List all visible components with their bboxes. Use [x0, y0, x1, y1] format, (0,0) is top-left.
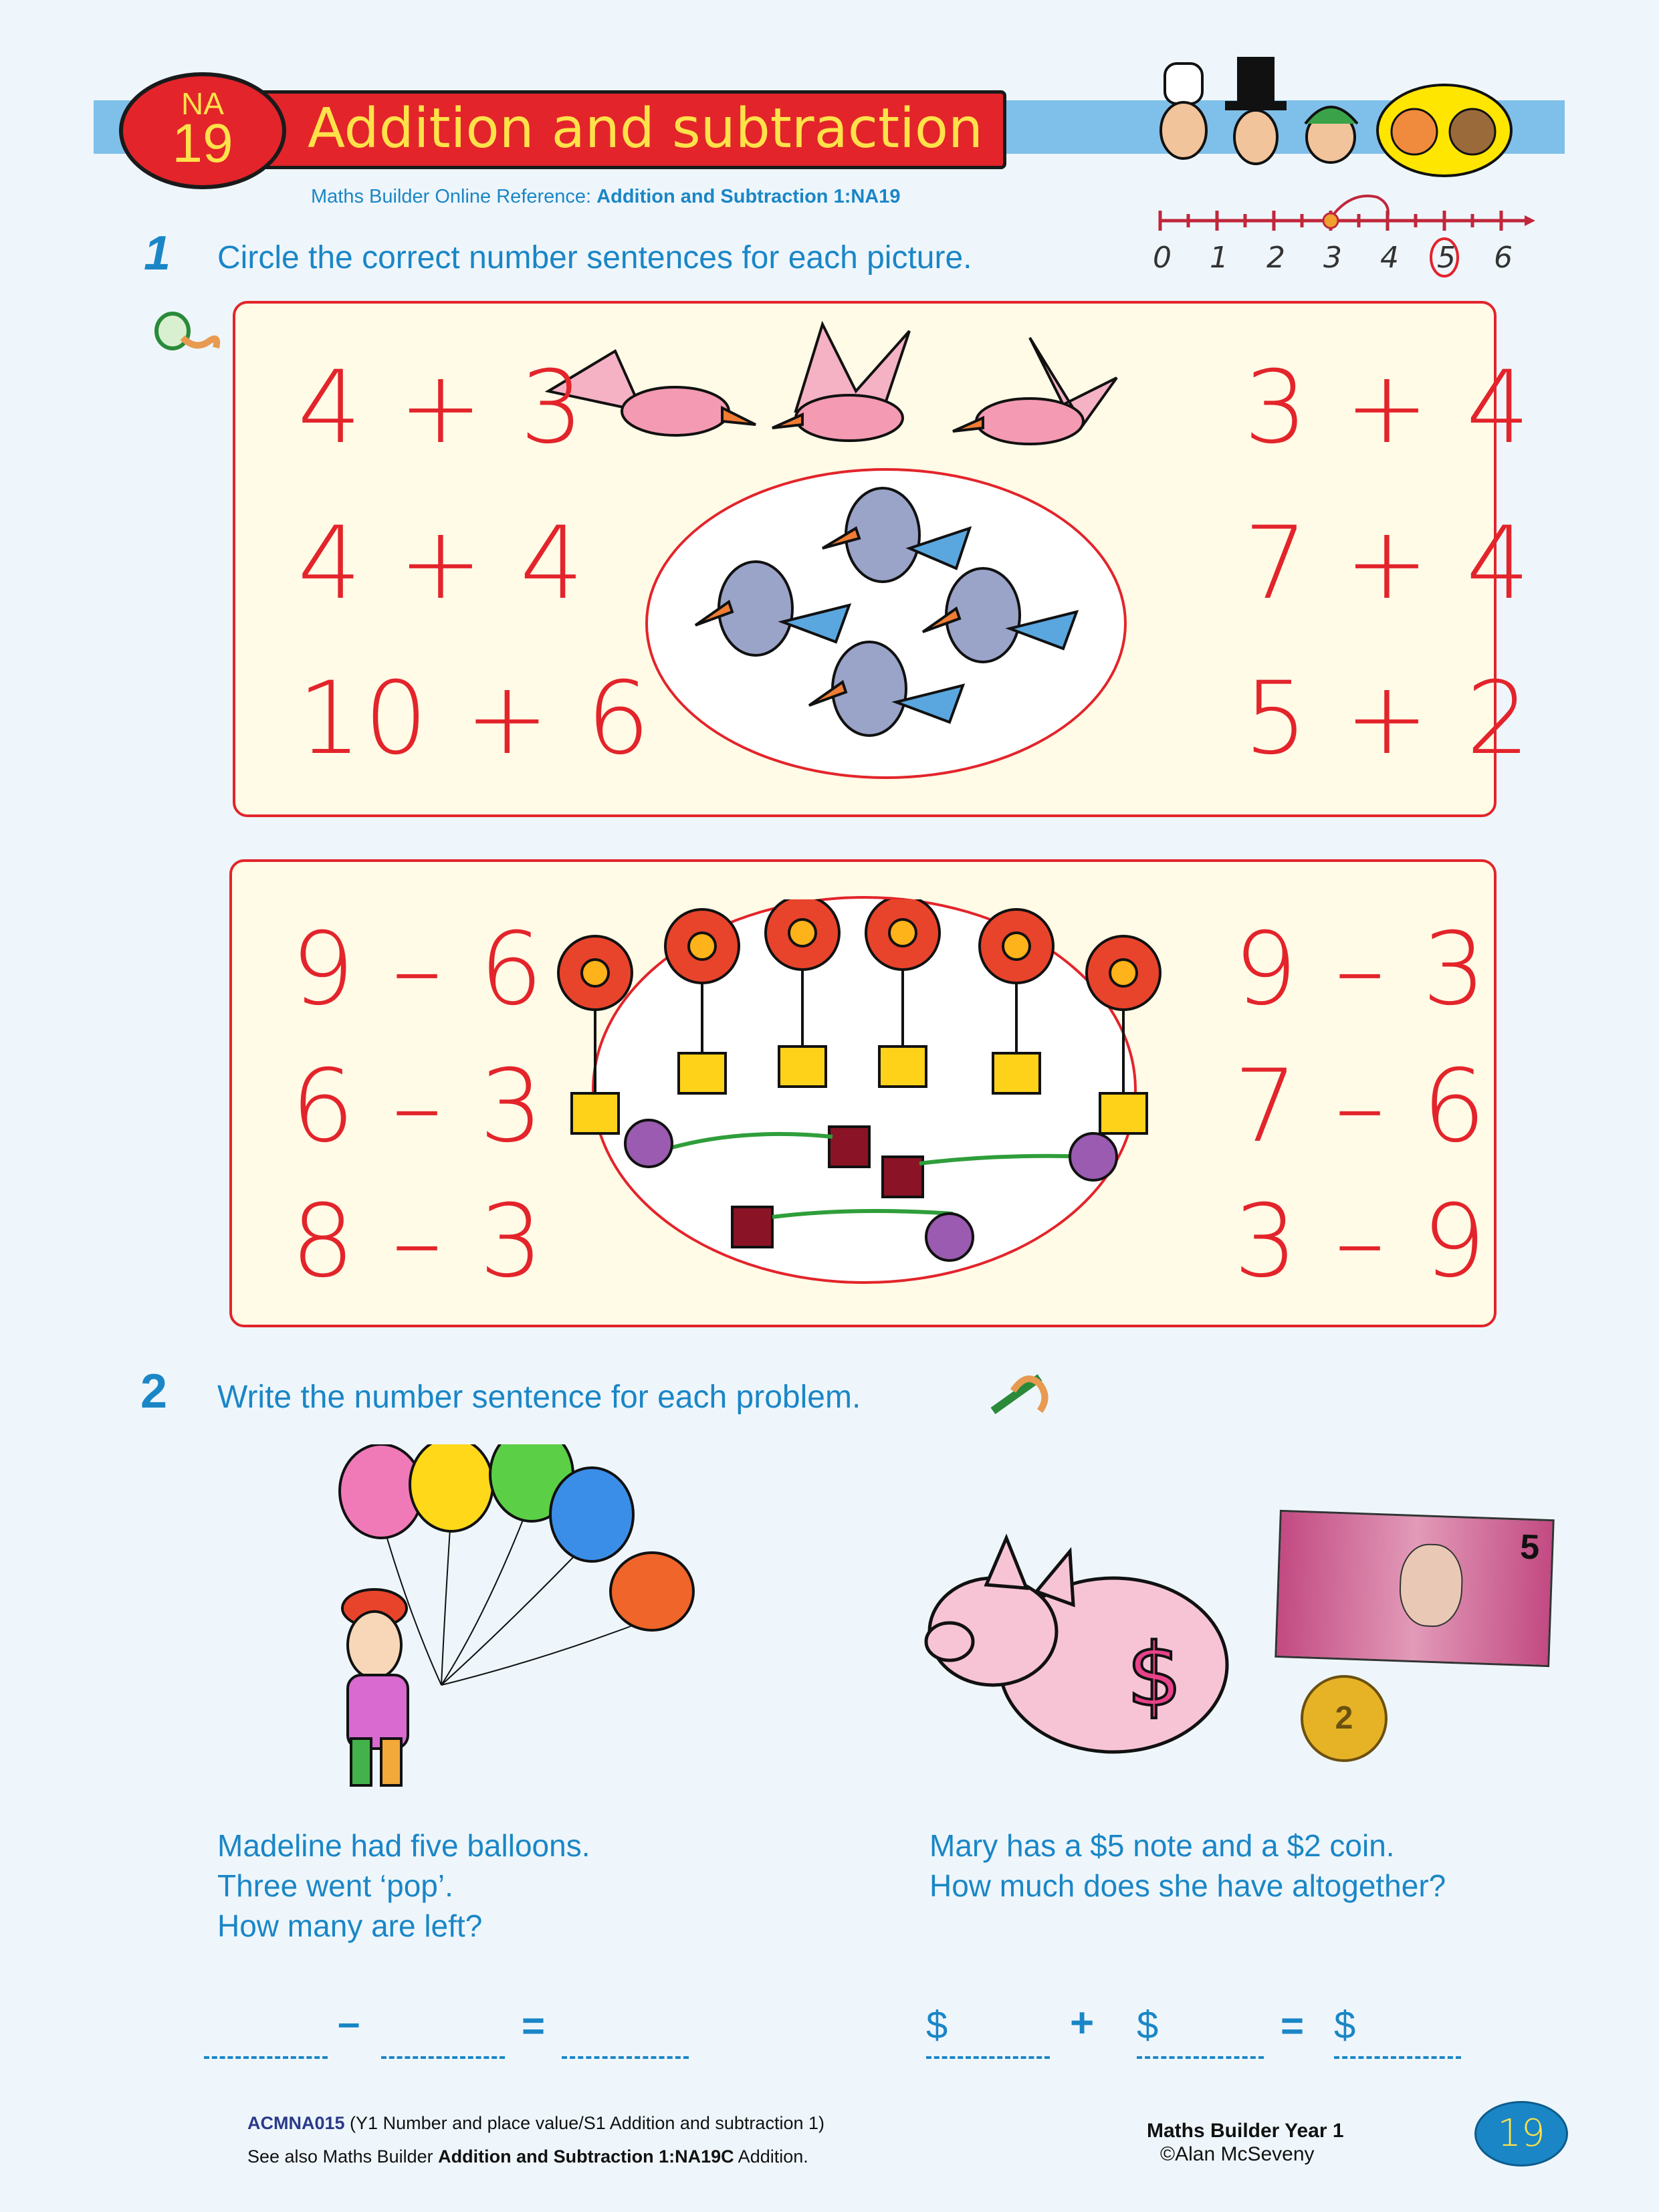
question-1-instruction: Circle the correct number sentences for each picture. — [217, 240, 972, 275]
number-line-label-4: 4 — [1380, 241, 1399, 275]
q1-box1-right-sentence-1[interactable]: 3 + 4 — [1244, 350, 1533, 466]
q1-box2-left-sentence-3[interactable]: 8 – 3 — [291, 1184, 546, 1300]
flowers-illustration — [518, 899, 1200, 1281]
money-answer-blank-2[interactable] — [1137, 2056, 1264, 2059]
balloon-problem-line-2: Three went ‘pop’. — [217, 1868, 453, 1903]
money-problem — [929, 1826, 1446, 1906]
topic-code-number: 19 — [172, 113, 233, 174]
money-answer-blank-3[interactable] — [1334, 2056, 1461, 2059]
dollar-sign-1: $ — [926, 2003, 948, 2047]
number-line-label-1: 1 — [1210, 241, 1228, 275]
reference-label: Maths Builder Online Reference: — [311, 186, 597, 207]
reference-link[interactable]: Addition and Subtraction 1:NA19 — [596, 186, 901, 207]
q1-box2-right-sentence-3[interactable]: 3 – 9 — [1234, 1184, 1489, 1300]
question-2-number: 2 — [140, 1365, 168, 1418]
number-line-label-0: 0 — [1153, 241, 1172, 275]
dollar-sign-3: $ — [1334, 2003, 1356, 2047]
balloon-problem-line-1: Madeline had five balloons. — [217, 1828, 590, 1863]
five-dollar-note — [1275, 1510, 1554, 1667]
see-also-suffix: Addition. — [734, 2146, 808, 2167]
money-problem-line-2: How much does she have altogether? — [929, 1868, 1446, 1903]
question-1-number: 1 — [144, 227, 171, 280]
balloon-answer-blank-1[interactable] — [204, 2056, 328, 2059]
q1-box1-left-sentence-3[interactable]: 10 + 6 — [298, 661, 653, 777]
q1-box2-left-sentence-1[interactable]: 9 – 6 — [291, 911, 546, 1028]
curriculum-description: (Y1 Number and place value/S1 Addition and subtraction 1) — [344, 2113, 824, 2133]
curriculum-reference — [247, 2113, 824, 2134]
page-number-badge — [1474, 2101, 1568, 2167]
dollar-sign-2: $ — [1137, 2003, 1159, 2047]
worm-pencil-icon — [986, 1364, 1060, 1424]
minus-sign: – — [338, 2000, 360, 2045]
number-line-label-3: 3 — [1323, 241, 1342, 275]
money-answer-blank-1[interactable] — [926, 2056, 1050, 2059]
number-line-label-2: 2 — [1266, 241, 1285, 275]
plus-sign: + — [1070, 2000, 1095, 2046]
piggy-bank-illustration — [919, 1525, 1240, 1779]
q1-box2-right-sentence-2[interactable]: 7 – 6 — [1234, 1048, 1489, 1165]
q1-box1-left-sentence-1[interactable]: 4 + 3 — [298, 350, 586, 466]
queen-portrait — [1398, 1543, 1464, 1628]
two-dollar-coin-value: 2 — [1335, 1700, 1353, 1736]
topic-code-badge — [119, 72, 286, 189]
number-line-label-5: 5 — [1437, 241, 1456, 275]
curriculum-code: ACMNA015 — [247, 2113, 345, 2133]
q1-box2-left-sentence-2[interactable]: 6 – 3 — [291, 1048, 546, 1165]
number-line — [1150, 194, 1538, 281]
equals-sign-right: = — [1281, 2003, 1305, 2048]
copyright: ©Alan McSeveny — [1160, 2143, 1315, 2165]
equals-sign-left: = — [522, 2003, 546, 2048]
page-number: 19 — [1497, 2112, 1545, 2155]
balloon-problem — [217, 1826, 590, 1946]
worm-magnifier-icon — [152, 304, 226, 358]
topic-code-prefix: NA — [181, 86, 224, 121]
money-problem-line-1: Mary has a $5 note and a $2 coin. — [929, 1828, 1395, 1863]
see-also-prefix: See also Maths Builder — [247, 2146, 439, 2167]
see-also-link[interactable]: Addition and Subtraction 1:NA19C — [438, 2146, 734, 2167]
q1-box2-right-sentence-1[interactable]: 9 – 3 — [1234, 911, 1489, 1028]
two-dollar-coin — [1301, 1675, 1388, 1762]
balloon-answer-blank-3[interactable] — [562, 2056, 689, 2059]
balloon-problem-line-3: How many are left? — [217, 1908, 483, 1943]
balloon-answer-blank-2[interactable] — [381, 2056, 505, 2059]
number-line-label-6: 6 — [1494, 241, 1513, 275]
characters-illustration — [1157, 57, 1518, 191]
question-2-instruction: Write the number sentence for each problem. — [217, 1379, 861, 1415]
sitting-birds-illustration — [669, 461, 1110, 776]
q1-box1-left-sentence-2[interactable]: 4 + 4 — [298, 506, 586, 622]
five-dollar-note-value: 5 — [1519, 1527, 1541, 1567]
online-reference — [311, 186, 901, 208]
book-title: Maths Builder Year 1 — [1147, 2120, 1344, 2142]
svg-text:$: $ — [1127, 1624, 1182, 1726]
girl-with-balloons-illustration — [294, 1444, 722, 1792]
q1-box1-right-sentence-3[interactable]: 5 + 2 — [1244, 661, 1533, 777]
q1-box1-right-sentence-2[interactable]: 7 + 4 — [1244, 506, 1533, 622]
flying-birds-illustration — [535, 311, 1123, 465]
see-also — [247, 2146, 808, 2167]
page-title: Addition and subtraction — [308, 97, 984, 160]
